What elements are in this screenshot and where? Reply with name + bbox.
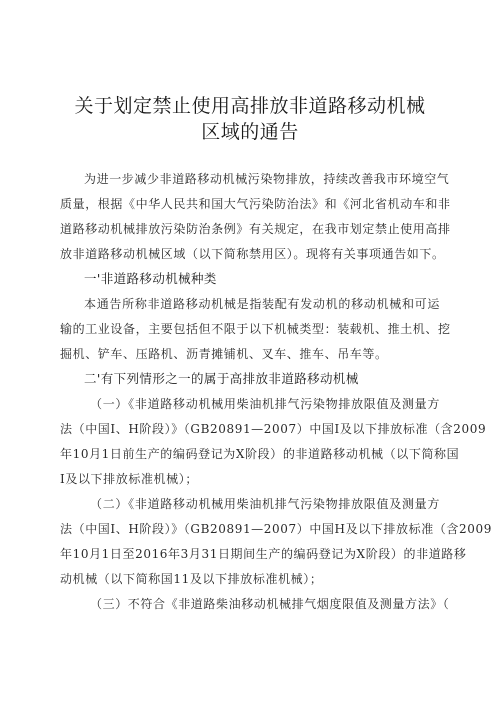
body-line: 质量，根据《中华人民共和国大气污染防治法》和《河北省机动车和非	[60, 197, 451, 211]
body-line: 放非道路移动机械区域（以下简称禁用区）。现将有关事项通告如下。	[60, 247, 445, 261]
body-line: 法（中国I、H阶段）》（GB20891—2007）中国H及以下排放标准（含2009	[60, 522, 492, 536]
document-title-line-2: 区域的通告	[201, 121, 299, 143]
section-heading: 二'有下列情形之一的属于高排放非道路移动机械	[84, 371, 359, 386]
body-line: （一）《非道路移动机械用柴油机排气污染物排放限值及测量方	[90, 397, 440, 411]
body-line: 为进一步减少非道路移动机械污染物排放，持续改善我市环境空气	[84, 172, 450, 186]
body-line: （二）《非道路移动机械用柴油机排气污染物排放限值及测量方	[90, 497, 440, 511]
body-line: 法（中国I、H阶段）》（GB20891—2007）中国I及以下排放标准（含2009	[60, 422, 487, 436]
body-line: 掘机、铲车、压路机、沥青摊铺机、叉车、推车、吊车等。	[60, 347, 388, 361]
body-line: 本通告所称非道路移动机械是指装配有发动机的移动机械和可运	[84, 297, 440, 311]
body-line: 动机械（以下简称国11及以下排放标准机械）；	[60, 572, 323, 586]
document-title-line-1: 关于划定禁止使用高排放非道路移动机械	[74, 95, 426, 117]
body-line: （三）不符合《非道路柴油移动机械排气烟度限值及测量方法》（	[90, 597, 450, 611]
body-line: 年10月1日前生产的编码登记为X阶段）的非道路移动机械（以下简称国	[60, 447, 460, 461]
body-line: I及以下排放标准机械）；	[60, 472, 198, 486]
body-line: 年10月1日至2016年3月31日期间生产的编码登记为X阶段）的非道路移	[60, 547, 467, 561]
body-line: 道路移动机械排放污染防治条例》有关规定，在我市划定禁止使用高排	[60, 222, 451, 236]
body-line: 输的工业设备，主要包括但不限于以下机械类型：装载机、推土机、挖	[60, 322, 451, 336]
section-heading: 一'非道路移动机械种类	[84, 271, 217, 286]
